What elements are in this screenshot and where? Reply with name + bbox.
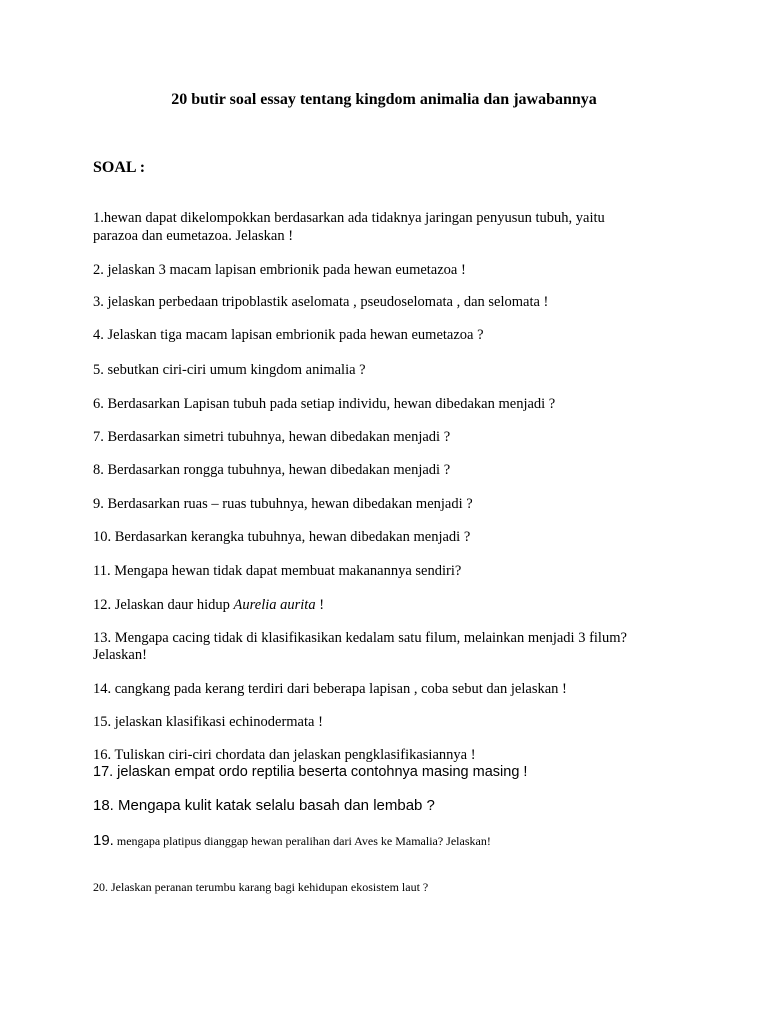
question-19-text: mengapa platipus dianggap hewan peralihan dari Aves ke Mamalia? Jelaskan!: [113, 834, 491, 848]
question-1-line-1: 1.hewan dapat dikelompokkan berdasarkan ada tidaknya jaringan penyusun tubuh, yaitu: [93, 210, 605, 226]
question-8: 8. Berdasarkan rongga tubuhnya, hewan dibedakan menjadi ?: [93, 462, 451, 478]
question-18: 18. Mengapa kulit katak selalu basah dan lembab ?: [93, 797, 435, 814]
question-12: [93, 596, 683, 614]
question-19-number: 19.: [93, 832, 114, 849]
question-5: 5. sebutkan ciri-ciri umum kingdom animalia ?: [93, 362, 366, 378]
question-13-line-1: 13. Mengapa cacing tidak di klasifikasikan kedalam satu filum, melainkan menjadi 3 filum?: [93, 630, 627, 646]
question-11: 11. Mengapa hewan tidak dapat membuat makanannya sendiri?: [93, 563, 462, 579]
question-19: [93, 832, 683, 850]
question-16: 16. Tuliskan ciri-ciri chordata dan jelaskan pengklasifikasiannya !: [93, 747, 476, 763]
question-12-species: Aurelia aurita: [233, 597, 316, 613]
document-title: 20 butir soal essay tentang kingdom animalia dan jawabannya: [171, 91, 597, 108]
question-6: 6. Berdasarkan Lapisan tubuh pada setiap individu, hewan dibedakan menjadi ?: [93, 396, 556, 412]
question-15: 15. jelaskan klasifikasi echinodermata !: [93, 714, 323, 730]
question-3: 3. jelaskan perbedaan tripoblastik aselomata , pseudoselomata , dan selomata !: [93, 294, 549, 310]
question-17: 17. jelaskan empat ordo reptilia beserta contohnya masing masing !: [93, 764, 528, 780]
question-9: 9. Berdasarkan ruas – ruas tubuhnya, hewan dibedakan menjadi ?: [93, 496, 473, 512]
question-20: 20. Jelaskan peranan terumbu karang bagi kehidupan ekosistem laut ?: [93, 880, 429, 894]
section-heading: SOAL :: [93, 159, 146, 176]
question-7: 7. Berdasarkan simetri tubuhnya, hewan dibedakan menjadi ?: [93, 429, 451, 445]
question-1-line-2: parazoa dan eumetazoa. Jelaskan !: [93, 228, 294, 244]
question-12-prefix: 12. Jelaskan daur hidup: [93, 597, 234, 613]
question-10: 10. Berdasarkan kerangka tubuhnya, hewan dibedakan menjadi ?: [93, 529, 471, 545]
question-4: 4. Jelaskan tiga macam lapisan embrionik pada hewan eumetazoa ?: [93, 327, 484, 343]
question-14: 14. cangkang pada kerang terdiri dari beberapa lapisan , coba sebut dan jelaskan !: [93, 681, 567, 697]
question-13-line-2: Jelaskan!: [93, 647, 147, 663]
question-12-suffix: !: [315, 597, 325, 613]
question-2: 2. jelaskan 3 macam lapisan embrionik pada hewan eumetazoa !: [93, 262, 466, 278]
